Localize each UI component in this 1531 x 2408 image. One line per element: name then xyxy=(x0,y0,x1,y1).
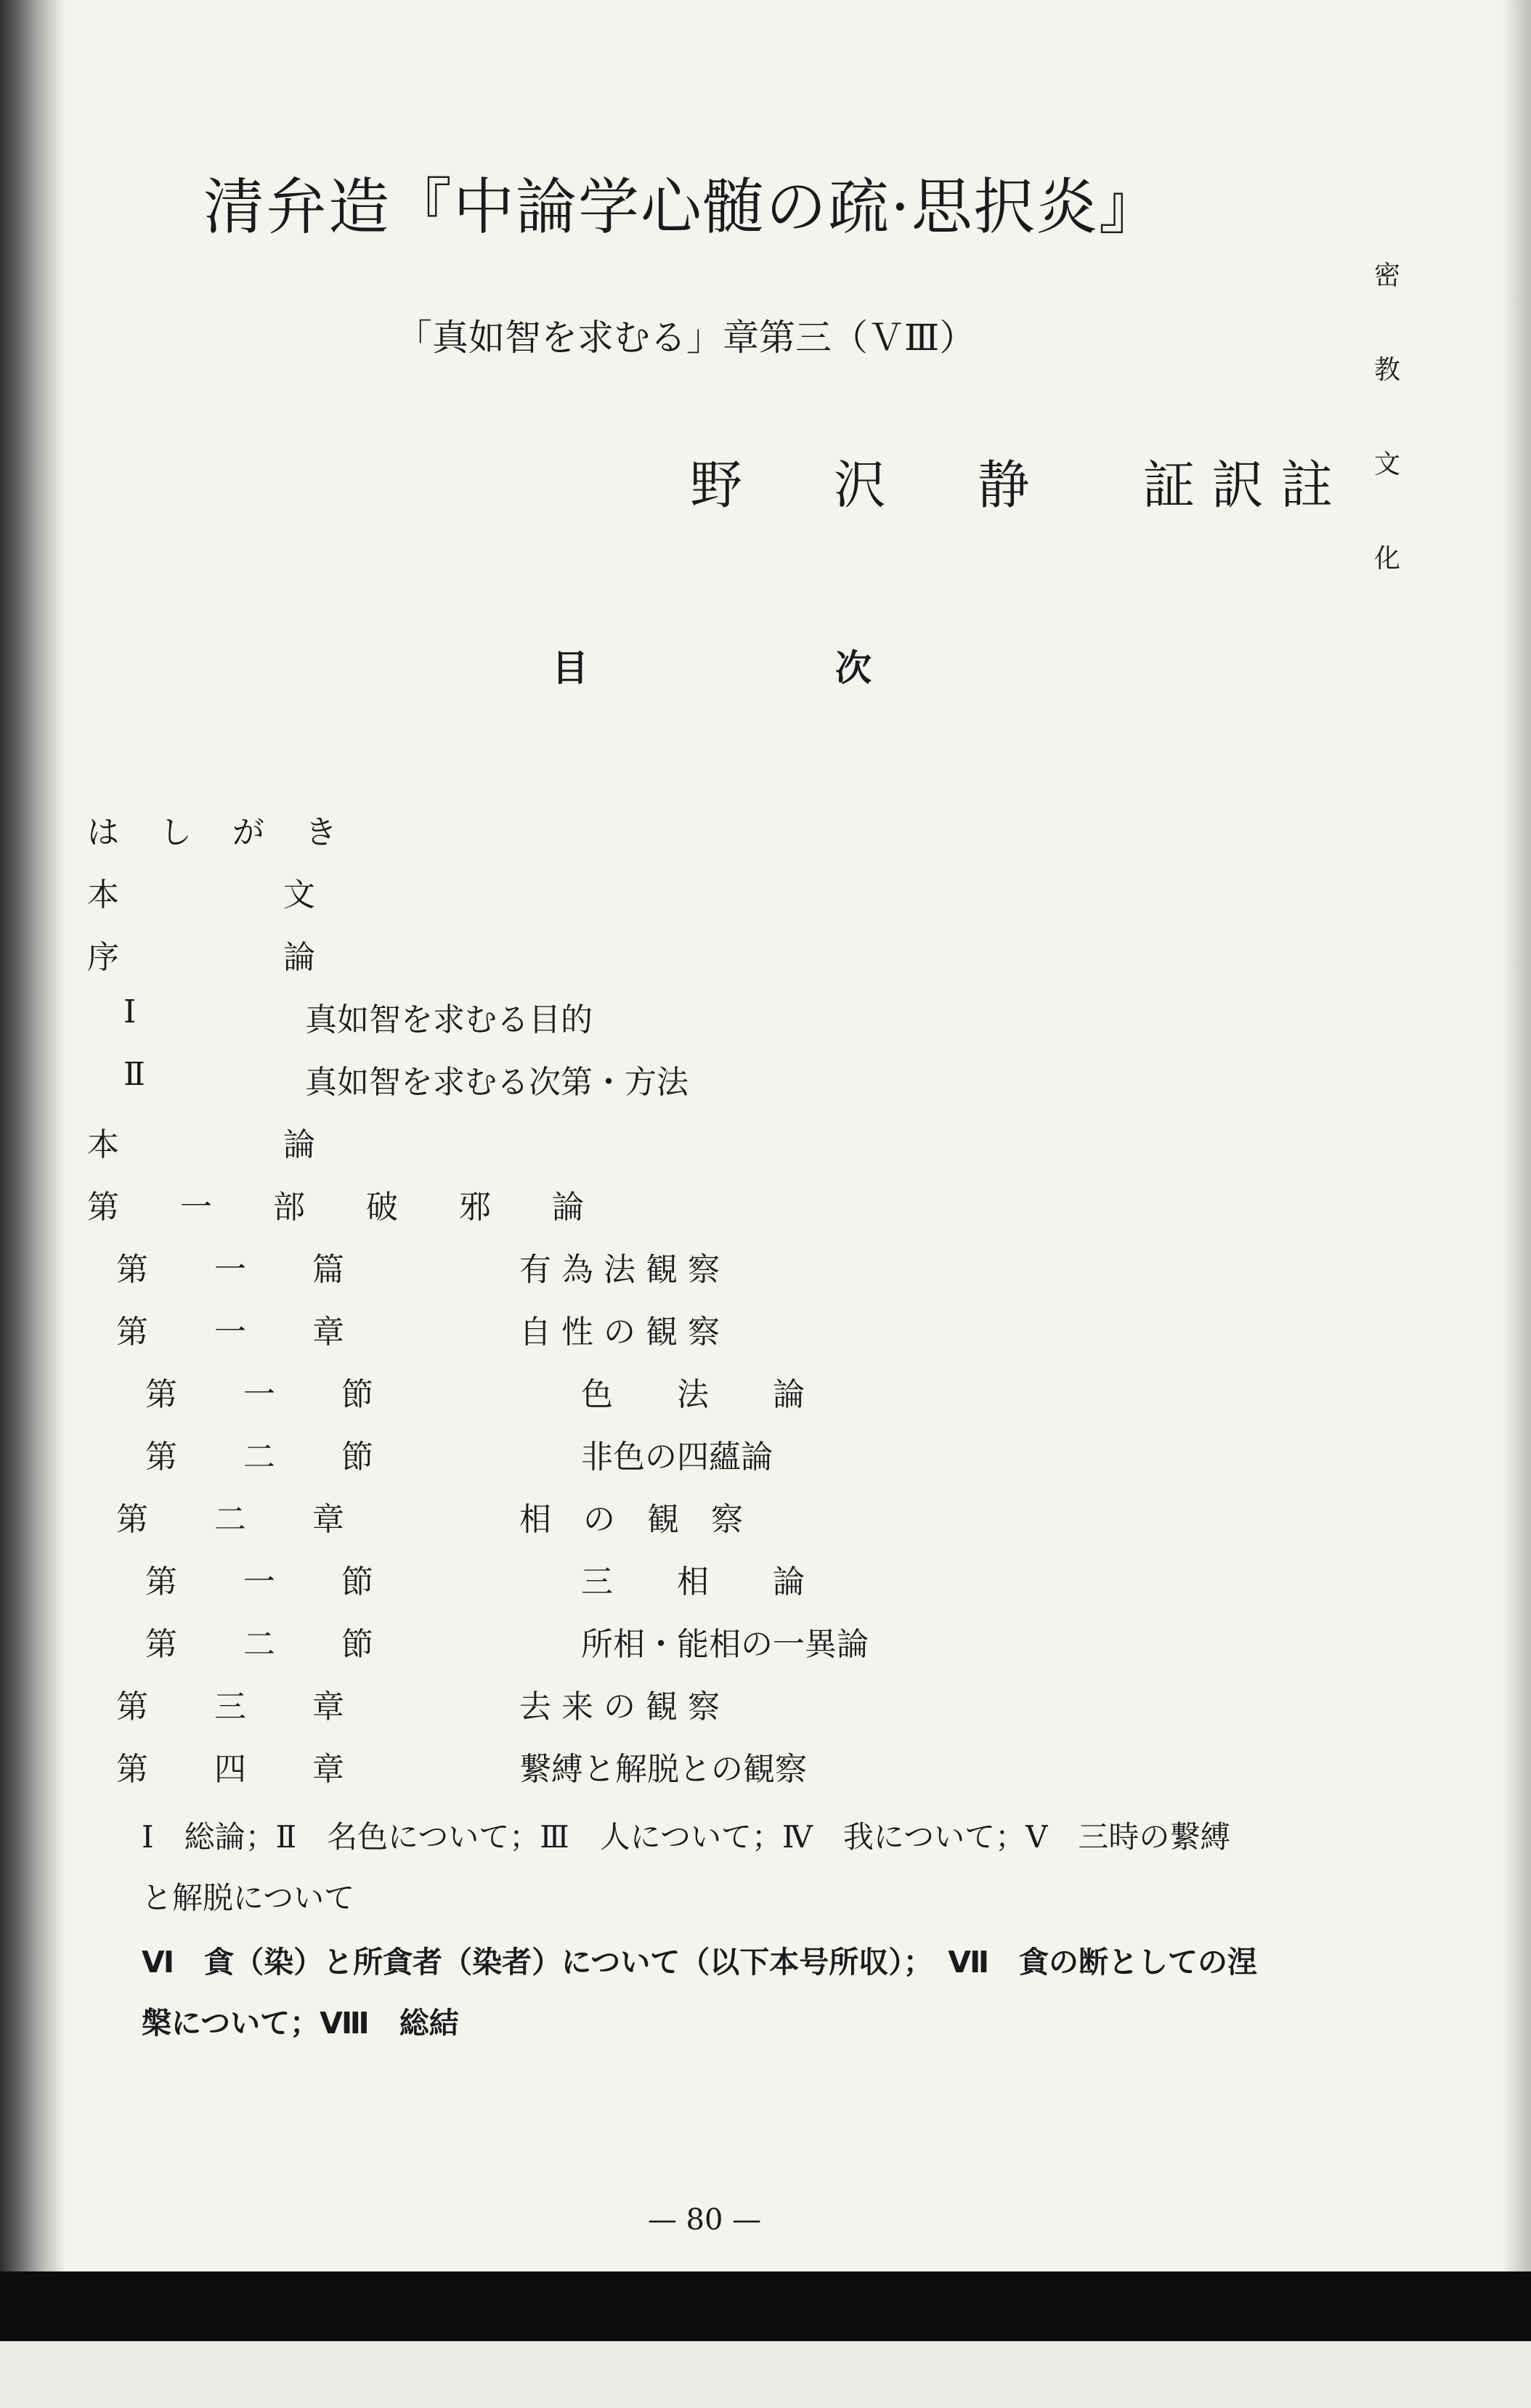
side-label-char: 文 xyxy=(1373,450,1400,479)
toc-entry-char: 章 xyxy=(312,1501,344,1538)
toc-entry-char: 一 xyxy=(180,1189,212,1226)
toc-entry-char: 邪 xyxy=(459,1189,491,1226)
toc-entry-char: 一 xyxy=(243,1563,275,1600)
toc-entry-char: 第 xyxy=(116,1688,148,1725)
toc-entry-char: 二 xyxy=(214,1501,246,1538)
toc-entry-char: Ⅰ xyxy=(123,993,137,1030)
toc-entry-char: 第 xyxy=(145,1376,177,1413)
toc-entry-char: 文 xyxy=(283,876,315,914)
toc-entry-char: が xyxy=(232,814,264,851)
toc-entry-text: 三 相 論 xyxy=(581,1563,805,1600)
scan-edge-bar xyxy=(0,2271,1531,2341)
toc-entry-char: 第 xyxy=(116,1251,148,1288)
toc-entry-char: 四 xyxy=(214,1751,246,1788)
toc-entry-char: 三 xyxy=(214,1688,246,1725)
article-subtitle: 「真如智を求むる」章第三（ＶⅢ） xyxy=(396,317,976,359)
toc-entry-char: し xyxy=(160,814,192,851)
toc-entry-char: Ⅱ xyxy=(123,1056,145,1093)
binding-shadow xyxy=(0,0,65,2408)
author-name-char: 沢 xyxy=(833,455,886,516)
author-role-char: 註 xyxy=(1280,455,1333,516)
author-name-char: 野 xyxy=(690,455,743,516)
toc-entry-text: 真如智を求むる目的 xyxy=(305,1001,593,1038)
toc-entry-char: 一 xyxy=(214,1314,246,1351)
toc-note-line: 槃について；Ⅷ 総結 xyxy=(142,2006,459,2041)
side-label-char: 化 xyxy=(1373,544,1400,574)
toc-entry-char: 章 xyxy=(312,1688,344,1725)
toc-notes-block-current xyxy=(142,1932,1333,2054)
side-label-char: 密 xyxy=(1373,261,1400,290)
scan-margin xyxy=(0,2341,1531,2408)
toc-entry-char: 第 xyxy=(116,1314,148,1351)
toc-entry-char: 一 xyxy=(243,1376,275,1413)
toc-entry-char: 節 xyxy=(341,1376,373,1413)
toc-entry-text: 自 性 の 観 察 xyxy=(519,1314,720,1351)
toc-entry-char: 一 xyxy=(214,1251,246,1288)
side-label-char: 教 xyxy=(1373,355,1400,385)
toc-entry-char: 部 xyxy=(273,1189,305,1226)
toc-entry-char: 第 xyxy=(145,1439,177,1476)
toc-entry-char: 論 xyxy=(283,1126,315,1163)
journal-side-label xyxy=(1365,254,1409,632)
toc-entry-text: 所相・能相の一異論 xyxy=(581,1626,869,1663)
toc-entry-char: 本 xyxy=(87,1126,119,1163)
toc-entry-char: 章 xyxy=(312,1751,344,1788)
toc-entry-char: は xyxy=(87,814,119,851)
toc-entry-char: 節 xyxy=(341,1563,373,1600)
toc-notes-block xyxy=(142,1807,1333,1929)
toc-entry-char: 二 xyxy=(243,1439,275,1476)
article-title: 清弁造『中論学心髄の疏·思択炎』 xyxy=(203,171,1161,243)
toc-note-line: と解脱について xyxy=(142,1880,355,1916)
page-number: — 80 — xyxy=(647,2203,762,2237)
toc-entry-char: 節 xyxy=(341,1626,373,1663)
toc-entry-text: 去 来 の 観 察 xyxy=(519,1688,720,1725)
toc-entry-text: 繋縛と解脱との観察 xyxy=(519,1751,807,1788)
toc-entry-char: 序 xyxy=(87,939,119,976)
toc-entry-char: 本 xyxy=(87,876,119,914)
toc-entry-char: 第 xyxy=(87,1189,119,1226)
toc-entry-text: 色 法 論 xyxy=(581,1376,805,1413)
toc-heading-char: 目 xyxy=(552,647,588,689)
toc-note-line: Ⅵ 貪（染）と所貪者（染者）について（以下本号所収）； Ⅶ 貪の断としての涅 xyxy=(142,1945,1258,1980)
toc-entry-text: 有 為 法 観 察 xyxy=(519,1251,720,1288)
toc-entry-char: 第 xyxy=(116,1501,148,1538)
toc-entry-char: 第 xyxy=(116,1751,148,1788)
toc-heading-char: 次 xyxy=(835,647,872,689)
author-name-char: 証 xyxy=(1142,455,1195,516)
toc-note-line: Ⅰ 総論；Ⅱ 名色について；Ⅲ 人について；Ⅳ 我について；Ⅴ 三時の繋縛 xyxy=(142,1819,1231,1855)
toc-entry-char: き xyxy=(305,814,337,851)
toc-entry-char: 論 xyxy=(283,939,315,976)
toc-entry-char: 二 xyxy=(243,1626,275,1663)
toc-entry-text: 非色の四蘊論 xyxy=(581,1439,773,1476)
author-role-char: 訳 xyxy=(1211,455,1264,516)
author-name-char: 静 xyxy=(977,455,1030,516)
toc-entry-char: 章 xyxy=(312,1314,344,1351)
author-line xyxy=(690,443,1333,518)
toc-entry-text: 相 の 観 察 xyxy=(519,1501,743,1538)
toc-entry-char: 第 xyxy=(145,1563,177,1600)
toc-entry-char: 論 xyxy=(552,1189,584,1226)
toc-heading xyxy=(552,639,872,691)
toc-entry-char: 破 xyxy=(366,1189,398,1226)
toc-entry-char: 節 xyxy=(341,1439,373,1476)
toc-entry-text: 真如智を求むる次第・方法 xyxy=(305,1064,689,1101)
page-edge-shadow xyxy=(1502,0,1531,2408)
toc-entry-char: 篇 xyxy=(312,1251,344,1288)
toc-entry-char: 第 xyxy=(145,1626,177,1663)
